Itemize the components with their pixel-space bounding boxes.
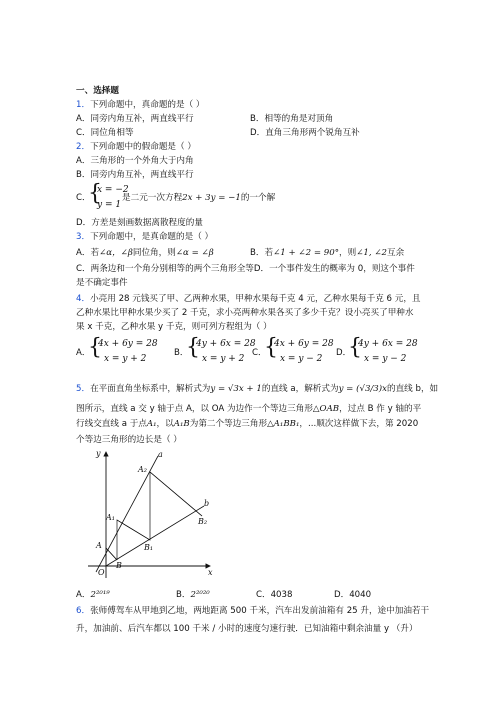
- q4-d-eq2: x = y − 2: [364, 354, 407, 364]
- q4-option-b-label[interactable]: B．: [174, 348, 189, 358]
- q5-option-c[interactable]: C．4038: [256, 590, 293, 600]
- label-y: y: [96, 449, 101, 458]
- q4-option-d-label[interactable]: D．: [336, 348, 352, 358]
- q1-option-a[interactable]: A．同旁内角互补，两直线平行: [76, 114, 194, 124]
- q4-b-eq2: x = y + 2: [202, 354, 245, 364]
- q1-option-d[interactable]: D．直角三角形两个锐角互补: [250, 128, 360, 138]
- q5-option-a[interactable]: A．2²⁰¹⁹: [76, 590, 110, 600]
- q1-option-c[interactable]: C．同位角相等: [76, 128, 134, 138]
- q4-option-c-label[interactable]: C．: [252, 348, 267, 358]
- label-line-b: b: [204, 499, 210, 508]
- label-line-a: a: [158, 450, 163, 459]
- q2-c-x: x = −2: [97, 185, 129, 195]
- label-a: A: [96, 541, 102, 550]
- q5-option-d[interactable]: D．4040: [334, 590, 372, 600]
- segment-a2b2: [150, 472, 202, 516]
- q2-option-b[interactable]: B．同旁内角互补，两直线平行: [76, 170, 194, 180]
- label-b: B: [116, 561, 122, 570]
- q2-option-c-text: 是二元一次方程2x + 3y = −1的一个解: [122, 193, 276, 203]
- q5-figure: [86, 448, 226, 580]
- q5-line3: 行线交直线 a 于点A₁，以A₁B为第二个等边三角形△A₁BB₁，...顺次这样做下去，第 2020: [76, 419, 419, 429]
- triangle-a1bb1: [117, 520, 150, 560]
- q2-option-a[interactable]: A．三角形的一个外角大于内角: [76, 156, 194, 166]
- q1-stem: 1．下列命题中，真命题的是（ ）: [76, 100, 205, 110]
- q4-a-eq2: x = y + 2: [104, 354, 147, 364]
- triangle-a2b1b2: [117, 472, 202, 540]
- label-x: x: [208, 568, 213, 577]
- q4-c-eq2: x = y − 2: [280, 354, 323, 364]
- q5-option-b[interactable]: B．2²⁰²⁰: [176, 590, 210, 600]
- q4-option-a-label[interactable]: A．: [76, 348, 91, 358]
- q3-option-c-d[interactable]: C．两条边和一个角分别相等的两个三角形全等D．一个事件发生的概率为 0，则这个事件: [76, 264, 415, 274]
- q2-option-d[interactable]: D．方差是刻画数据离散程度的量: [76, 218, 203, 228]
- label-b2: B₂: [198, 517, 208, 526]
- q1-option-b[interactable]: B．相等的角是对顶角: [250, 114, 334, 124]
- q6-line2: 升，加油前、后汽车都以 100 千米 / 小时的速度匀速行驶．已知油箱中剩余油量 y （升）: [76, 624, 418, 634]
- label-a1: A₁: [106, 513, 115, 522]
- q2-stem: 2．下列命题中的假命题是（ ）: [76, 142, 196, 152]
- q4-c-brace: {: [264, 335, 278, 360]
- label-o: O: [98, 568, 105, 577]
- q5-line4: 个等边三角形的边长是（ ）: [76, 435, 182, 445]
- label-a2: A₂: [138, 465, 147, 474]
- q4-line3: 果 x 千克，乙种水果 y 千克，则可列方程组为（ ）: [76, 322, 272, 332]
- label-b1: B₁: [144, 543, 154, 552]
- q3-stem: 3．下列命题中，是真命题的是（ ）: [76, 232, 214, 242]
- q4-line2: 乙种水果比甲种水果少买了 2 千克，求小亮两种水果各买了多少千克？设小亮买了甲种水: [76, 308, 414, 318]
- q3-option-d-cont: 是不确定事件: [76, 278, 128, 288]
- q4-a-eq1: 4x + 6y = 28: [98, 339, 158, 349]
- section-title: 一、选择题: [76, 86, 119, 96]
- q2-c-y: y = 1: [97, 200, 122, 210]
- q4-b-brace: {: [186, 335, 200, 360]
- q3-option-a[interactable]: A．若∠α，∠β同位角，则∠α = ∠β: [76, 248, 214, 258]
- q6-line1: 6．张师傅驾车从甲地到乙地，两地距离 500 千米，汽车出发前油箱有 25 升，途中加油若干: [76, 606, 430, 616]
- q2-c-brace: {: [88, 181, 102, 206]
- q4-d-eq1: 4y + 6x = 28: [358, 339, 418, 349]
- q5-line1: 5．在平面直角坐标系中，解析式为y = √3x + 1的直线 a，解析式为y = (√3/3)x的直线 b，如: [76, 384, 439, 394]
- q4-line1: 4．小亮用 28 元钱买了甲、乙两种水果，甲种水果每千克 4 元，乙种水果每千克 6 元，且: [76, 294, 421, 304]
- q5-line2: 图所示，直线 a 交 y 轴于点 A，以 OA 为边作一个等边三角形△OAB，过点 B 作 y 轴的平: [76, 404, 422, 414]
- q4-c-eq1: 4x + 6y = 28: [274, 339, 334, 349]
- q4-d-brace: {: [348, 335, 362, 360]
- q2-option-c-label[interactable]: C．: [76, 193, 91, 203]
- segment-ab: [106, 548, 117, 560]
- line-b: [106, 506, 204, 566]
- q3-option-b[interactable]: B．若∠1 + ∠2 = 90°，则∠1, ∠2互余: [250, 248, 405, 258]
- q4-b-eq1: 4y + 6x = 28: [196, 339, 256, 349]
- q4-a-brace: {: [88, 335, 102, 360]
